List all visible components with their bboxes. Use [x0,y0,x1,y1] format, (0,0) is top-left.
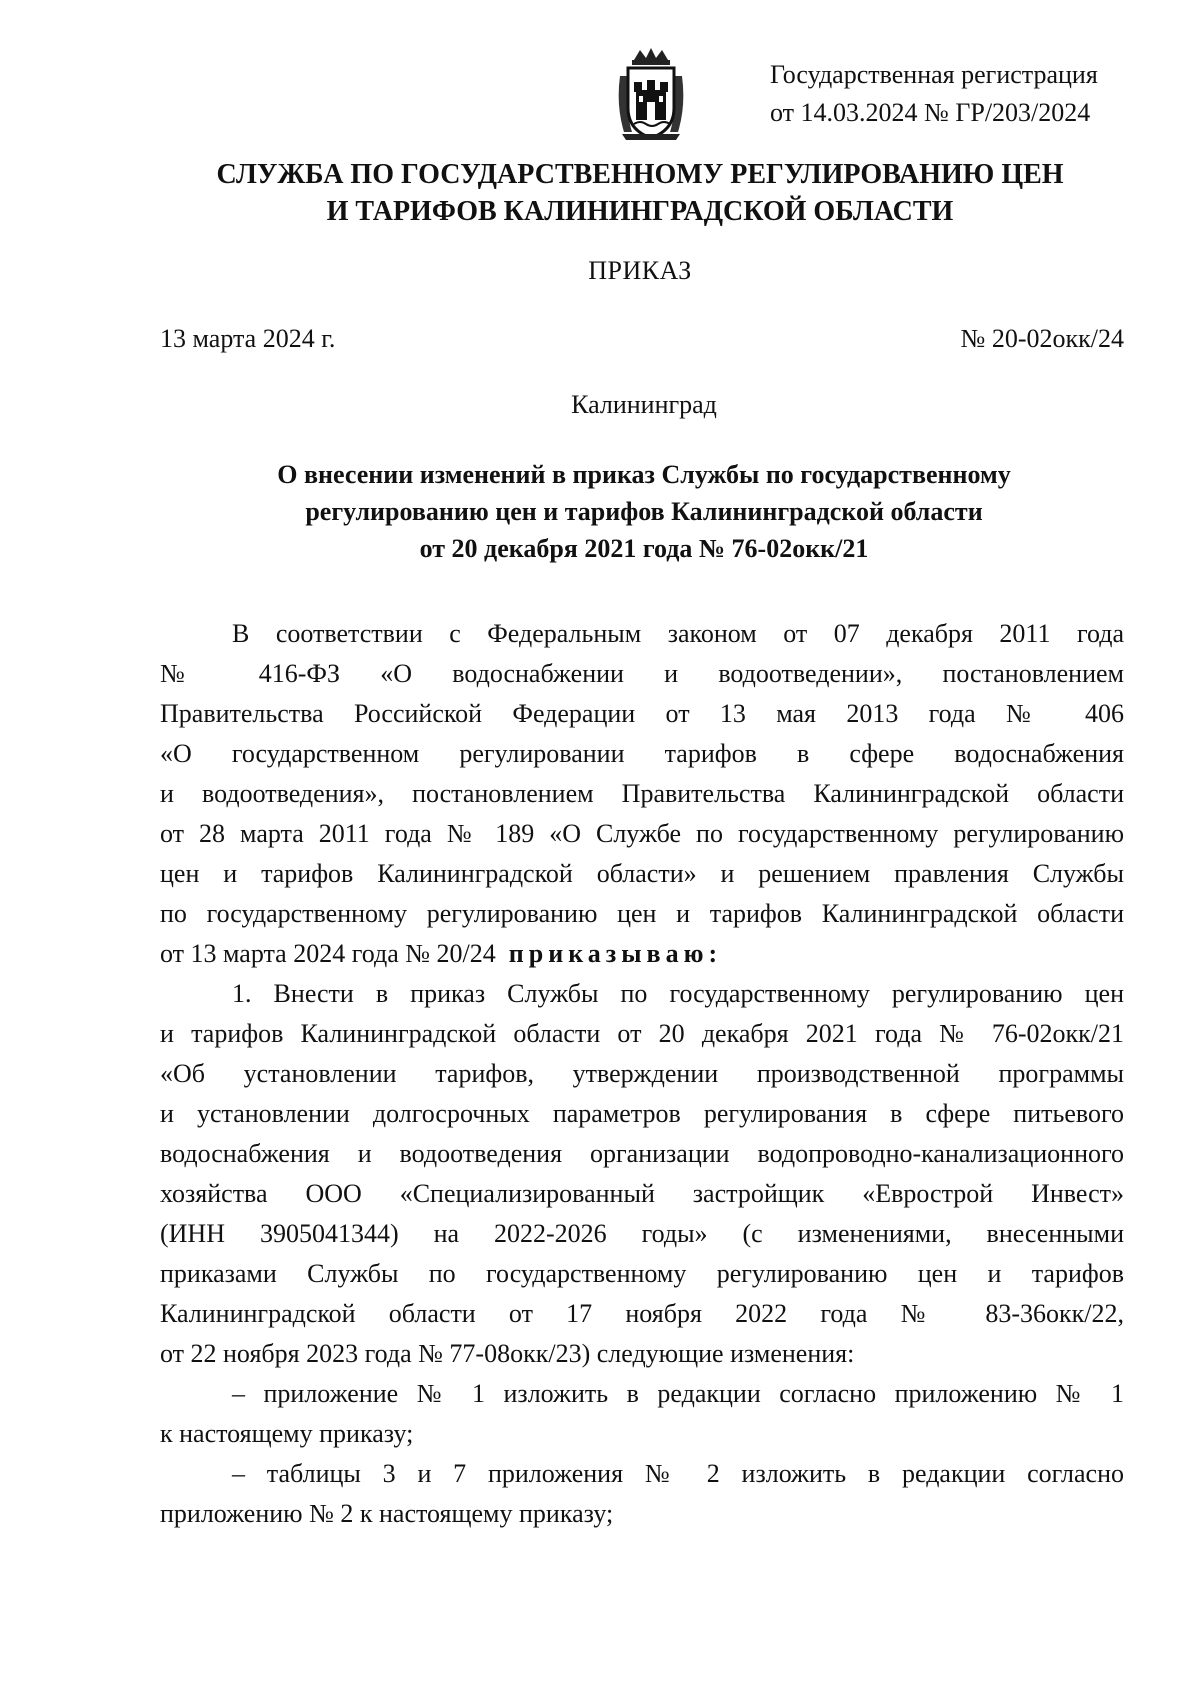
item-1-line: и тарифов Калининградской области от 20 декабря 2021 года № 76-02окк/21 [160,1019,1124,1048]
bullet-1-last-line: к настоящему приказу; [160,1419,414,1448]
document-number: № 20-02окк/24 [960,324,1124,353]
preamble-last-line: от 13 марта 2024 года № 20/24 [160,939,496,968]
body-line: и водоотведения», постановлением Правительства Калининградской области [160,779,1124,808]
subject-line-3: от 20 декабря 2021 года № 76-02окк/21 [419,534,869,563]
agency-name-line-2: И ТАРИФОВ КАЛИНИНГРАДСКОЙ ОБЛАСТИ [326,196,954,227]
registration-stamp [770,56,1150,132]
document-subject [0,456,1200,567]
agency-name [0,156,1200,230]
body-line: № 416-ФЗ «О водоснабжении и водоотведении», постановлением [160,659,1124,688]
subject-line-1: О внесении изменений в приказ Службы по государственному [277,460,1011,489]
item-1-line: «Об установлении тарифов, утверждении производственной программы [160,1059,1124,1088]
subject-line-2: регулированию цен и тарифов Калининградской области [305,497,983,526]
agency-name-line-1: СЛУЖБА ПО ГОСУДАРСТВЕННОМУ РЕГУЛИРОВАНИЮ ЦЕН [216,159,1064,190]
bullet-2-last-line: приложению № 2 к настоящему приказу; [160,1499,614,1528]
document-date: 13 марта 2024 г. [160,324,336,353]
item-1-line: 1. Внести в приказ Службы по государственному регулированию цен [232,979,1124,1008]
item-1-line: приказами Службы по государственному регулированию цен и тарифов [160,1259,1124,1288]
body-line [160,934,1124,974]
coat-of-arms-icon [612,46,690,142]
document-body [160,614,1124,1534]
bullet-1-line: – приложение № 1 изложить в редакции согласно приложению № 1 [232,1379,1124,1408]
body-line: цен и тарифов Калининградской области» и решением правления Службы [160,859,1124,888]
bullet-2-line: – таблицы 3 и 7 приложения № 2 изложить в редакции согласно [232,1459,1124,1488]
body-line: от 28 марта 2011 года № 189 «О Службе по государственному регулированию [160,819,1124,848]
registration-line-1: Государственная регистрация [770,60,1098,89]
body-line: по государственному регулированию цен и тарифов Калининградской области [160,899,1124,928]
item-1-line: водоснабжения и водоотведения организации водопроводно-канализационного [160,1139,1124,1168]
item-1-line: хозяйства ООО «Специализированный застройщик «Еврострой Инвест» [160,1179,1124,1208]
document-type: ПРИКАЗ [588,256,692,285]
item-1-line: и установлении долгосрочных параметров регулирования в сфере питьевого [160,1099,1124,1128]
body-line: В соответствии с Федеральным законом от 07 декабря 2011 года [232,619,1124,648]
item-1-line: (ИНН 3905041344) на 2022-2026 годы» (с изменениями, внесенными [160,1219,1124,1248]
document-city: Калининград [571,390,717,419]
registration-line-2: от 14.03.2024 № ГР/203/2024 [770,98,1091,127]
order-word: приказываю: [508,939,723,968]
body-line: «О государственном регулировании тарифов в сфере водоснабжения [160,739,1124,768]
item-1-last-line: от 22 ноября 2023 года № 77-08окк/23) следующие изменения: [160,1339,855,1368]
body-line: Правительства Российской Федерации от 13 мая 2013 года № 406 [160,699,1124,728]
item-1-line: Калининградской области от 17 ноября 2022 года № 83-36окк/22, [160,1299,1124,1328]
